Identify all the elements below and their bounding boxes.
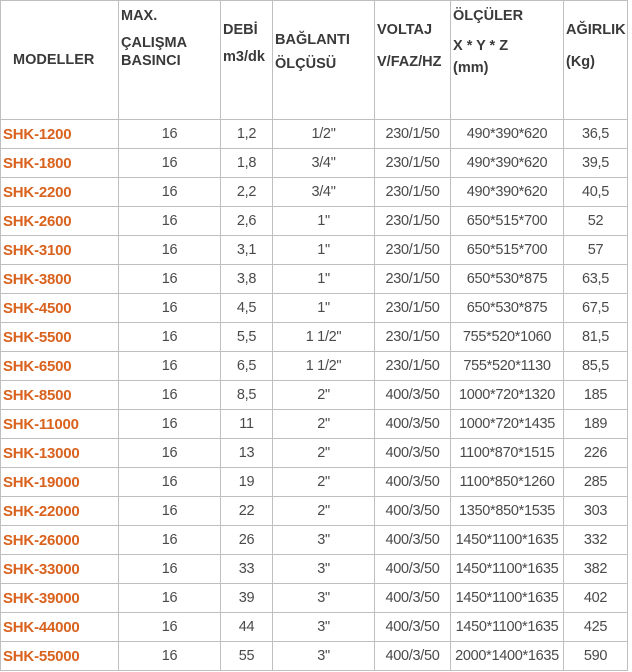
header-agirlik-line-2: (Kg) bbox=[566, 54, 595, 70]
cell-debi: 6,5 bbox=[221, 352, 273, 381]
header-spacer bbox=[275, 7, 374, 31]
cell-debi: 2,6 bbox=[221, 207, 273, 236]
cell-agirlik: 185 bbox=[564, 381, 628, 410]
cell-voltaj: 230/1/50 bbox=[375, 149, 451, 178]
cell-baglanti: 1 1/2" bbox=[273, 323, 375, 352]
table-row bbox=[1, 468, 628, 497]
cell-debi: 33 bbox=[221, 555, 273, 584]
cell-debi: 4,5 bbox=[221, 294, 273, 323]
table-row bbox=[1, 439, 628, 468]
table-row bbox=[1, 526, 628, 555]
cell-debi: 39 bbox=[221, 584, 273, 613]
cell-debi: 5,5 bbox=[221, 323, 273, 352]
cell-voltaj: 230/1/50 bbox=[375, 323, 451, 352]
cell-basinc: 16 bbox=[119, 497, 221, 526]
cell-basinc: 16 bbox=[119, 642, 221, 671]
cell-model: SHK-22000 bbox=[1, 497, 119, 526]
cell-olculer: 1000*720*1435 bbox=[451, 410, 564, 439]
cell-baglanti: 2" bbox=[273, 381, 375, 410]
cell-baglanti: 3" bbox=[273, 526, 375, 555]
table-row bbox=[1, 265, 628, 294]
cell-olculer: 1350*850*1535 bbox=[451, 497, 564, 526]
cell-baglanti: 3" bbox=[273, 555, 375, 584]
table-row bbox=[1, 497, 628, 526]
cell-agirlik: 39,5 bbox=[564, 149, 628, 178]
table-row bbox=[1, 381, 628, 410]
cell-basinc: 16 bbox=[119, 236, 221, 265]
header-spacer bbox=[453, 25, 563, 37]
header-voltaj-line-1: VOLTAJ bbox=[377, 22, 433, 38]
cell-debi: 1,2 bbox=[221, 120, 273, 149]
header-voltaj-line-2: V/FAZ/HZ bbox=[377, 54, 442, 70]
cell-olculer: 650*530*875 bbox=[451, 265, 564, 294]
header-olculer-line-1: ÖLÇÜLER bbox=[453, 8, 524, 24]
cell-baglanti: 1/2" bbox=[273, 120, 375, 149]
header-basinc bbox=[119, 1, 221, 120]
cell-voltaj: 230/1/50 bbox=[375, 236, 451, 265]
cell-olculer: 650*515*700 bbox=[451, 207, 564, 236]
cell-debi: 3,8 bbox=[221, 265, 273, 294]
header-voltaj bbox=[375, 1, 451, 120]
table-body bbox=[1, 120, 628, 671]
cell-voltaj: 400/3/50 bbox=[375, 497, 451, 526]
table-row bbox=[1, 555, 628, 584]
cell-basinc: 16 bbox=[119, 555, 221, 584]
cell-agirlik: 52 bbox=[564, 207, 628, 236]
cell-model: SHK-13000 bbox=[1, 439, 119, 468]
cell-agirlik: 303 bbox=[564, 497, 628, 526]
cell-voltaj: 400/3/50 bbox=[375, 613, 451, 642]
cell-olculer: 490*390*620 bbox=[451, 178, 564, 207]
cell-olculer: 1450*1100*1635 bbox=[451, 584, 564, 613]
table-header bbox=[1, 1, 628, 120]
table-row bbox=[1, 410, 628, 439]
header-debi-line-1: DEBİ bbox=[223, 22, 258, 38]
header-baglanti-line-1: BAĞLANTI bbox=[275, 32, 350, 48]
cell-model: SHK-4500 bbox=[1, 294, 119, 323]
cell-olculer: 1450*1100*1635 bbox=[451, 613, 564, 642]
header-spacer bbox=[377, 7, 450, 21]
cell-model: SHK-39000 bbox=[1, 584, 119, 613]
cell-agirlik: 332 bbox=[564, 526, 628, 555]
cell-baglanti: 3" bbox=[273, 613, 375, 642]
cell-baglanti: 2" bbox=[273, 497, 375, 526]
cell-voltaj: 230/1/50 bbox=[375, 352, 451, 381]
cell-baglanti: 3" bbox=[273, 584, 375, 613]
cell-model: SHK-26000 bbox=[1, 526, 119, 555]
table-row bbox=[1, 352, 628, 381]
cell-agirlik: 189 bbox=[564, 410, 628, 439]
header-basinc-line-1: MAX. bbox=[121, 8, 158, 24]
cell-agirlik: 402 bbox=[564, 584, 628, 613]
header-spacer bbox=[121, 25, 220, 34]
cell-debi: 19 bbox=[221, 468, 273, 497]
table-row bbox=[1, 178, 628, 207]
cell-agirlik: 40,5 bbox=[564, 178, 628, 207]
cell-agirlik: 226 bbox=[564, 439, 628, 468]
cell-baglanti: 3/4" bbox=[273, 178, 375, 207]
table-row bbox=[1, 323, 628, 352]
cell-model: SHK-3800 bbox=[1, 265, 119, 294]
cell-olculer: 1100*870*1515 bbox=[451, 439, 564, 468]
cell-voltaj: 400/3/50 bbox=[375, 555, 451, 584]
cell-basinc: 16 bbox=[119, 265, 221, 294]
cell-agirlik: 57 bbox=[564, 236, 628, 265]
cell-basinc: 16 bbox=[119, 207, 221, 236]
table-row bbox=[1, 613, 628, 642]
header-spacer bbox=[223, 7, 272, 21]
table-row bbox=[1, 236, 628, 265]
cell-agirlik: 63,5 bbox=[564, 265, 628, 294]
cell-model: SHK-11000 bbox=[1, 410, 119, 439]
header-modeller bbox=[1, 1, 119, 120]
cell-olculer: 1450*1100*1635 bbox=[451, 555, 564, 584]
cell-debi: 55 bbox=[221, 642, 273, 671]
cell-voltaj: 230/1/50 bbox=[375, 120, 451, 149]
cell-model: SHK-33000 bbox=[1, 555, 119, 584]
cell-agirlik: 590 bbox=[564, 642, 628, 671]
cell-voltaj: 400/3/50 bbox=[375, 584, 451, 613]
cell-olculer: 755*520*1060 bbox=[451, 323, 564, 352]
cell-basinc: 16 bbox=[119, 149, 221, 178]
cell-baglanti: 1" bbox=[273, 207, 375, 236]
cell-olculer: 650*530*875 bbox=[451, 294, 564, 323]
cell-baglanti: 1 1/2" bbox=[273, 352, 375, 381]
header-row bbox=[1, 1, 628, 120]
cell-basinc: 16 bbox=[119, 294, 221, 323]
cell-olculer: 755*520*1130 bbox=[451, 352, 564, 381]
cell-debi: 11 bbox=[221, 410, 273, 439]
cell-voltaj: 400/3/50 bbox=[375, 468, 451, 497]
cell-debi: 13 bbox=[221, 439, 273, 468]
cell-model: SHK-55000 bbox=[1, 642, 119, 671]
header-agirlik bbox=[564, 1, 628, 120]
cell-baglanti: 3/4" bbox=[273, 149, 375, 178]
cell-debi: 8,5 bbox=[221, 381, 273, 410]
cell-debi: 26 bbox=[221, 526, 273, 555]
cell-baglanti: 2" bbox=[273, 468, 375, 497]
cell-voltaj: 230/1/50 bbox=[375, 207, 451, 236]
cell-voltaj: 230/1/50 bbox=[375, 294, 451, 323]
cell-debi: 3,1 bbox=[221, 236, 273, 265]
table-row bbox=[1, 149, 628, 178]
cell-baglanti: 1" bbox=[273, 236, 375, 265]
cell-agirlik: 382 bbox=[564, 555, 628, 584]
cell-basinc: 16 bbox=[119, 120, 221, 149]
header-olculer-line-3: (mm) bbox=[453, 60, 489, 76]
header-debi-line-2: m3/dk bbox=[223, 49, 265, 65]
cell-voltaj: 230/1/50 bbox=[375, 178, 451, 207]
cell-voltaj: 400/3/50 bbox=[375, 642, 451, 671]
cell-basinc: 16 bbox=[119, 381, 221, 410]
header-spacer bbox=[377, 39, 450, 53]
cell-baglanti: 3" bbox=[273, 642, 375, 671]
cell-debi: 44 bbox=[221, 613, 273, 642]
cell-basinc: 16 bbox=[119, 352, 221, 381]
cell-model: SHK-19000 bbox=[1, 468, 119, 497]
cell-basinc: 16 bbox=[119, 323, 221, 352]
table-row bbox=[1, 294, 628, 323]
cell-basinc: 16 bbox=[119, 584, 221, 613]
cell-baglanti: 1" bbox=[273, 265, 375, 294]
cell-baglanti: 2" bbox=[273, 410, 375, 439]
cell-voltaj: 230/1/50 bbox=[375, 265, 451, 294]
cell-voltaj: 400/3/50 bbox=[375, 526, 451, 555]
header-baglanti-line-2: ÖLÇÜSÜ bbox=[275, 56, 337, 72]
cell-agirlik: 85,5 bbox=[564, 352, 628, 381]
cell-olculer: 1100*850*1260 bbox=[451, 468, 564, 497]
cell-model: SHK-2600 bbox=[1, 207, 119, 236]
header-spacer bbox=[223, 39, 272, 48]
cell-model: SHK-3100 bbox=[1, 236, 119, 265]
header-olculer bbox=[451, 1, 564, 120]
cell-basinc: 16 bbox=[119, 410, 221, 439]
cell-model: SHK-1200 bbox=[1, 120, 119, 149]
cell-basinc: 16 bbox=[119, 178, 221, 207]
cell-basinc: 16 bbox=[119, 526, 221, 555]
cell-basinc: 16 bbox=[119, 439, 221, 468]
header-baglanti bbox=[273, 1, 375, 120]
table-row bbox=[1, 207, 628, 236]
header-olculer-line-2: X * Y * Z bbox=[453, 38, 509, 54]
cell-model: SHK-8500 bbox=[1, 381, 119, 410]
cell-agirlik: 285 bbox=[564, 468, 628, 497]
cell-agirlik: 81,5 bbox=[564, 323, 628, 352]
table-row bbox=[1, 642, 628, 671]
cell-baglanti: 2" bbox=[273, 439, 375, 468]
cell-basinc: 16 bbox=[119, 468, 221, 497]
header-debi bbox=[221, 1, 273, 120]
cell-debi: 22 bbox=[221, 497, 273, 526]
cell-model: SHK-44000 bbox=[1, 613, 119, 642]
cell-olculer: 1450*1100*1635 bbox=[451, 526, 564, 555]
cell-olculer: 490*390*620 bbox=[451, 149, 564, 178]
header-agirlik-line-1: AĞIRLIK bbox=[566, 22, 626, 38]
cell-voltaj: 400/3/50 bbox=[375, 410, 451, 439]
cell-agirlik: 36,5 bbox=[564, 120, 628, 149]
cell-agirlik: 67,5 bbox=[564, 294, 628, 323]
cell-olculer: 2000*1400*1635 bbox=[451, 642, 564, 671]
cell-model: SHK-2200 bbox=[1, 178, 119, 207]
header-modeller-line: MODELLER bbox=[13, 52, 95, 68]
cell-debi: 1,8 bbox=[221, 149, 273, 178]
header-basinc-line-2: ÇALIŞMA bbox=[121, 35, 188, 51]
cell-model: SHK-1800 bbox=[1, 149, 119, 178]
cell-olculer: 1000*720*1320 bbox=[451, 381, 564, 410]
header-basinc-line-3: BASINCI bbox=[121, 53, 181, 69]
header-spacer bbox=[566, 39, 627, 53]
header-spacer bbox=[566, 7, 627, 21]
cell-voltaj: 400/3/50 bbox=[375, 381, 451, 410]
cell-voltaj: 400/3/50 bbox=[375, 439, 451, 468]
cell-model: SHK-5500 bbox=[1, 323, 119, 352]
table-row bbox=[1, 120, 628, 149]
cell-debi: 2,2 bbox=[221, 178, 273, 207]
cell-agirlik: 425 bbox=[564, 613, 628, 642]
cell-olculer: 490*390*620 bbox=[451, 120, 564, 149]
cell-baglanti: 1" bbox=[273, 294, 375, 323]
table-row bbox=[1, 584, 628, 613]
cell-model: SHK-6500 bbox=[1, 352, 119, 381]
cell-basinc: 16 bbox=[119, 613, 221, 642]
cell-olculer: 650*515*700 bbox=[451, 236, 564, 265]
